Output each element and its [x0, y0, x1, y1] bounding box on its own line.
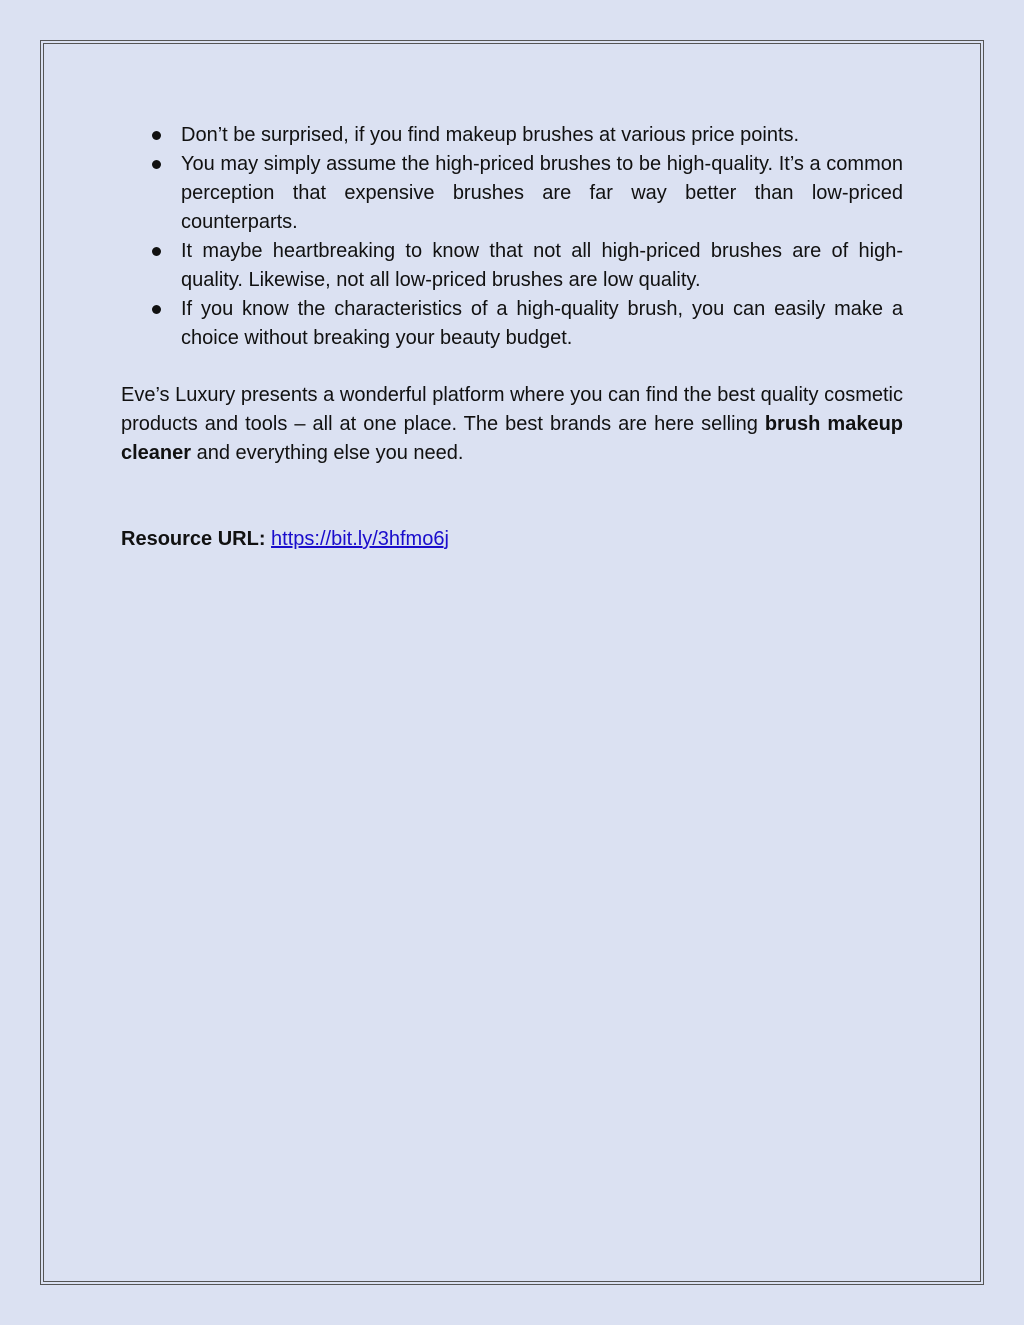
- bullet-item: [121, 150, 903, 237]
- bullet-list: [121, 121, 903, 353]
- bullet-dot-icon: [152, 305, 161, 314]
- bullet-dot-icon: [152, 160, 161, 169]
- resource-link[interactable]: https://bit.ly/3hfmo6j: [271, 528, 449, 550]
- body-paragraph: [121, 381, 903, 468]
- paragraph-text: Eve’s Luxury presents a wonderful platform where you can find the best quality cosmetic products and tools – all at one place. The best brands are here selling: [121, 384, 903, 435]
- bullet-text: Don’t be surprised, if you find makeup brushes at various price points.: [181, 124, 800, 146]
- bullet-dot-icon: [152, 131, 161, 140]
- bullet-text: It maybe heartbreaking to know that not all high-priced brushes are of high-quality. Likewise, not all low-priced brushes are low quality.: [181, 240, 903, 291]
- bullet-dot-icon: [152, 247, 161, 256]
- paragraph-text-end: and everything else you need.: [191, 442, 464, 464]
- bullet-item: [121, 237, 903, 295]
- bullet-item: [121, 295, 903, 353]
- bullet-item: [121, 121, 903, 150]
- resource-label: Resource URL:: [121, 528, 266, 550]
- bullet-text: You may simply assume the high-priced brushes to be high-quality. It’s a common perception that expensive brushes are far way better than low-priced counterparts.: [181, 153, 903, 233]
- bullet-text: If you know the characteristics of a high-quality brush, you can easily make a choice without breaking your beauty budget.: [181, 298, 903, 349]
- resource-line: [121, 525, 903, 554]
- document-content: [121, 121, 903, 574]
- paragraph-bold-text: brush makeup cleaner: [121, 413, 904, 464]
